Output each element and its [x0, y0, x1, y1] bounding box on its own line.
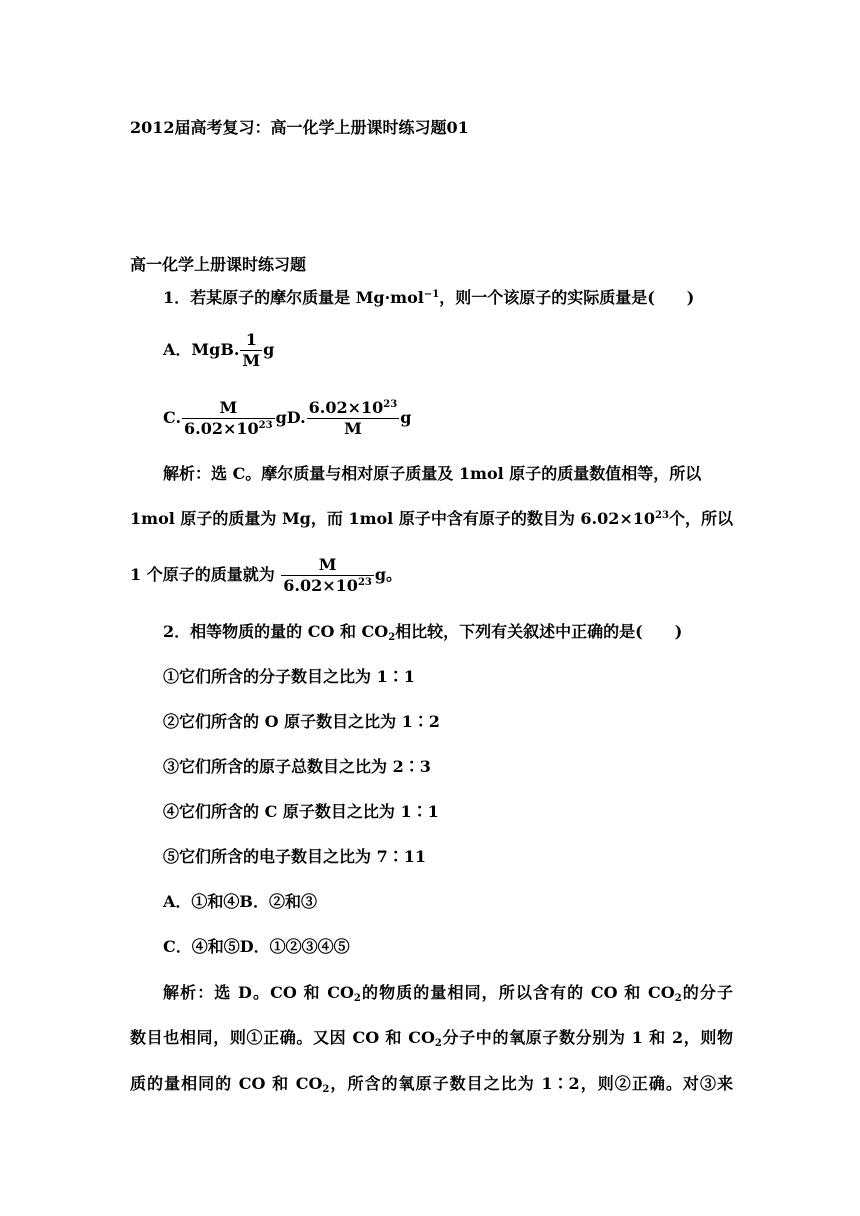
- q1-explanation-line-3: 1 个原子的质量就为 $\frac{M}{6.02\times 10^{23}}$ g。: [130, 555, 403, 595]
- q2-item-2: ②它们所含的 O 原子数目之比为 1∶2: [163, 712, 440, 731]
- q1-options-ab: A．MgB. $\frac{1}{M}$ g: [163, 330, 275, 370]
- fraction-avogadro-over-m: $\frac{6.02\times 10^{23}}{M}$: [308, 398, 398, 438]
- q2-explanation-line-3: 质的量相同的 CO 和 $CO_2$，所含的氧原子数目之比为 1∶2，则②正确。对③来: [130, 1074, 733, 1095]
- q1-options-cd: C. $\frac{M}{6.02\times 10^{23}}$ gD. $\frac{6.02\times 10^{23}}{M}$ g: [163, 398, 412, 438]
- q1-stem: 1．若某原子的摩尔质量是 Mg·mol$^{-1}$，则一个该原子的实际质量是( ): [163, 288, 695, 307]
- q2-item-4: ④它们所含的 C 原子数目之比为 1∶1: [163, 802, 439, 821]
- q2-item-1: ①它们所含的分子数目之比为 1∶1: [163, 667, 415, 686]
- q2-item-3: ③它们所含的原子总数目之比为 2∶3: [163, 757, 431, 776]
- q2-explanation-line-2: 数目也相同，则①正确。又因 CO 和 $CO_2$分子中的氧原子数分别为 1 和 2，则物: [130, 1028, 733, 1049]
- fraction-1-over-m: $\frac{1}{M}$: [242, 330, 261, 370]
- document-title: 2012届高考复习：高一化学上册课时练习题01: [130, 118, 469, 137]
- fraction-m-over-avogadro: $\frac{M}{6.02\times 10^{23}}$: [184, 398, 273, 438]
- q2-item-5: ⑤它们所含的电子数目之比为 7∶11: [163, 847, 426, 866]
- q2-stem: 2．相等物质的量的 CO 和 $CO_2$相比较，下列有关叙述中正确的是( ): [163, 622, 683, 643]
- section-heading: 高一化学上册课时练习题: [130, 255, 307, 274]
- q2-explanation-line-1: 解析：选 D。CO 和 $CO_2$的物质的量相同，所以含有的 CO 和 $CO_2$的分子: [163, 983, 733, 1004]
- q2-options-ab: A．①和④B．②和③: [163, 892, 317, 911]
- q2-options-cd: C．④和⑤D．①②③④⑤: [163, 937, 350, 956]
- q1-explanation-line-1: 解析：选 C。摩尔质量与相对原子质量及 1mol 原子的质量数值相等，所以: [163, 464, 702, 483]
- fraction-m-over-avogadro-2: $\frac{M}{6.02\times 10^{23}}$: [283, 555, 372, 595]
- q1-explanation-line-2: 1mol 原子的质量为 Mg，而 1mol 原子中含有原子的数目为 $6.02\times 10^{23}$个，所以: [130, 509, 733, 528]
